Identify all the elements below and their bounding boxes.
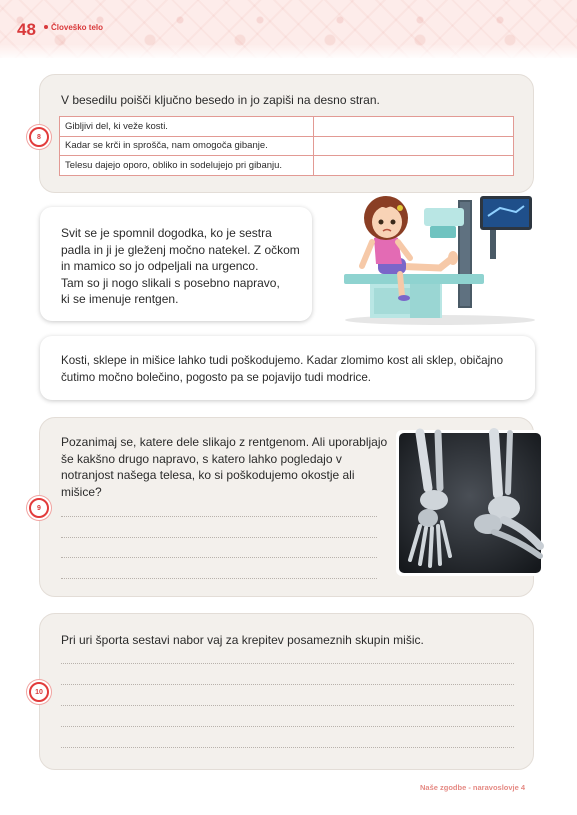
table-cell-clue: Kadar se krči in sprošča, nam omogoča gibanje. bbox=[60, 136, 314, 156]
chapter-title: Človeško telo bbox=[51, 23, 104, 32]
table-cell-clue: Telesu dajejo oporo, obliko in sodelujejo pri gibanju. bbox=[60, 156, 314, 176]
task10-instruction: Pri uri športa sestavi nabor vaj za krepitev posameznih skupin mišic. bbox=[61, 633, 424, 647]
answer-line[interactable] bbox=[61, 537, 377, 538]
story-line: Tam so ji nogo slikali s posebno napravo, bbox=[61, 275, 280, 290]
info-line: Kosti, sklepe in mišice lahko tudi poškodujemo. Kadar zlomimo kost ali sklep, običajno bbox=[61, 354, 504, 367]
task9-line: Pozanimaj se, katere dele slikajo z rentgenom. Ali uporabljajo bbox=[61, 435, 388, 449]
info-text bbox=[61, 353, 503, 386]
story-line: ki se imenuje rentgen. bbox=[61, 292, 179, 306]
header-fade bbox=[0, 44, 577, 60]
keyword-table bbox=[59, 116, 514, 176]
story-text bbox=[61, 225, 300, 308]
task10-number-badge: 10 bbox=[29, 682, 49, 702]
task8-instruction: V besedilu poišči ključno besedo in jo zapiši na desno stran. bbox=[61, 93, 380, 107]
task9-line: še kakšno drugo napravo, s katero lahko pogledajo v bbox=[61, 451, 342, 466]
info-line: čutimo močno bolečino, pogosto pa se pojavijo tudi modrice. bbox=[61, 370, 371, 384]
answer-line[interactable] bbox=[61, 726, 514, 727]
footer-text: Naše zgodbe - naravoslovje 4 bbox=[420, 783, 526, 792]
task9-line: mišice? bbox=[61, 484, 102, 499]
table-cell-clue: Gibljivi del, ki veže kosti. bbox=[60, 117, 314, 137]
story-line: Svit se je spomnil dogodka, ko je sestra bbox=[61, 226, 272, 240]
xray-photo bbox=[394, 428, 546, 578]
answer-line[interactable] bbox=[61, 663, 514, 664]
task8-number-badge: 8 bbox=[29, 127, 49, 147]
answer-cell[interactable] bbox=[314, 136, 514, 156]
answer-line[interactable] bbox=[61, 705, 514, 706]
answer-cell[interactable] bbox=[314, 156, 514, 176]
table-row bbox=[60, 156, 514, 176]
answer-line[interactable] bbox=[61, 684, 514, 685]
task9-line: notranjost našega telesa, ko si poškodujemo okostje ali bbox=[61, 468, 355, 482]
story-line: padla in ji je gleženj močno natekel. Z očkom bbox=[61, 242, 300, 257]
answer-line[interactable] bbox=[61, 578, 377, 579]
answer-line[interactable] bbox=[61, 557, 377, 558]
page-number: 48 bbox=[17, 20, 36, 39]
answer-cell[interactable] bbox=[314, 117, 514, 137]
header-bullet bbox=[44, 25, 48, 29]
answer-line[interactable] bbox=[61, 747, 514, 748]
table-row bbox=[60, 136, 514, 156]
table-row bbox=[60, 117, 514, 137]
story-line: in mamico so jo odpeljali na urgenco. bbox=[61, 259, 259, 273]
task9-text bbox=[61, 434, 387, 500]
xray-girl-illustration bbox=[340, 186, 540, 326]
task9-number-badge: 9 bbox=[29, 498, 49, 518]
answer-line[interactable] bbox=[61, 516, 377, 517]
